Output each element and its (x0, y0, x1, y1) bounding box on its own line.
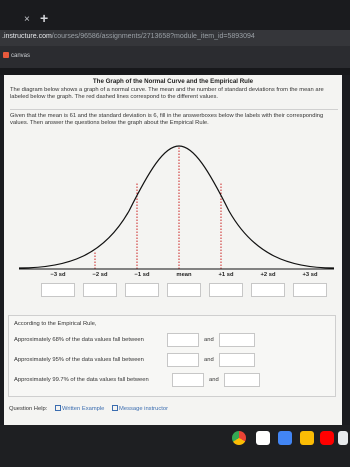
label-minus-3sd: −3 sd (50, 272, 66, 278)
mail-icon (112, 405, 118, 411)
taskbar (0, 425, 350, 467)
message-instructor-link[interactable] (112, 406, 168, 412)
canvas-icon (3, 52, 9, 58)
bookmark-label: canvas (11, 53, 31, 59)
answer-plus-1sd[interactable] (209, 283, 243, 297)
answer-mean[interactable] (167, 283, 201, 297)
divider (10, 109, 338, 110)
address-bar[interactable] (0, 30, 350, 46)
answer-plus-3sd[interactable] (293, 283, 327, 297)
new-tab-button[interactable]: + (40, 10, 49, 26)
rule-68-low-input[interactable] (167, 333, 199, 347)
given-text: Given that the mean is 61 and the standard deviation is 6, fill in the answerboxes below the labels with their corresponding values. Then answer the questions below the graph about the Empirical Rule. (10, 113, 324, 127)
normal-curve-graph (9, 131, 339, 281)
label-plus-1sd: +1 sd (218, 272, 234, 278)
play-store-icon[interactable] (338, 431, 348, 445)
label-plus-3sd: +3 sd (302, 272, 318, 278)
rule-95-text: Approximately 95% of the data values fall between (14, 357, 144, 363)
url-host: .instructure.com (2, 33, 52, 40)
assignment-page (4, 75, 342, 425)
label-plus-2sd: +2 sd (260, 272, 276, 278)
youtube-icon[interactable] (320, 431, 334, 445)
label-minus-2sd: −2 sd (92, 272, 108, 278)
chrome-icon[interactable] (232, 431, 246, 445)
browser-divider (0, 68, 350, 75)
question-help (9, 405, 168, 412)
rule-95-high-input[interactable] (219, 353, 255, 367)
rule-997-low-input[interactable] (172, 373, 204, 387)
written-example-link[interactable] (55, 406, 104, 412)
label-mean: mean (176, 272, 192, 278)
document-icon (55, 405, 61, 411)
rule-997-high-input[interactable] (224, 373, 260, 387)
slides-icon[interactable] (300, 431, 314, 445)
intro-text: The diagram below shows a graph of a normal curve. The mean and the number of standard deviations from the mean are labeled below the graph. The red dashed lines correspond to the different values. (10, 87, 324, 101)
gmail-icon[interactable] (256, 431, 270, 445)
bookmark-canvas[interactable] (3, 52, 30, 59)
written-example-label: Written Example (61, 406, 105, 412)
rule-68-and: and (204, 337, 214, 343)
bookmarks-bar (0, 46, 350, 68)
rule-95-low-input[interactable] (167, 353, 199, 367)
answer-plus-2sd[interactable] (251, 283, 285, 297)
normal-curve (19, 146, 334, 268)
rule-997-text: Approximately 99.7% of the data values fall between (14, 377, 149, 383)
rule-68-high-input[interactable] (219, 333, 255, 347)
empirical-rule-section (8, 315, 336, 397)
tab-strip (0, 0, 350, 30)
empirical-heading: According to the Empirical Rule, (14, 321, 97, 327)
docs-icon[interactable] (278, 431, 292, 445)
answer-minus-2sd[interactable] (83, 283, 117, 297)
url-path: /courses/96586/assignments/2713658?module_item_id=5893094 (51, 33, 255, 40)
answer-minus-1sd[interactable] (125, 283, 159, 297)
rule-997-and: and (209, 377, 219, 383)
label-minus-1sd: −1 sd (134, 272, 150, 278)
close-tab-icon[interactable]: × (24, 14, 30, 25)
rule-68-text: Approximately 68% of the data values fall between (14, 337, 144, 343)
url-text[interactable] (2, 33, 255, 40)
page-title: The Graph of the Normal Curve and the Empirical Rule (92, 78, 254, 85)
question-help-label: Question Help: (9, 406, 48, 412)
message-instructor-label: Message instructor (119, 406, 169, 412)
answer-minus-3sd[interactable] (41, 283, 75, 297)
rule-95-and: and (204, 357, 214, 363)
